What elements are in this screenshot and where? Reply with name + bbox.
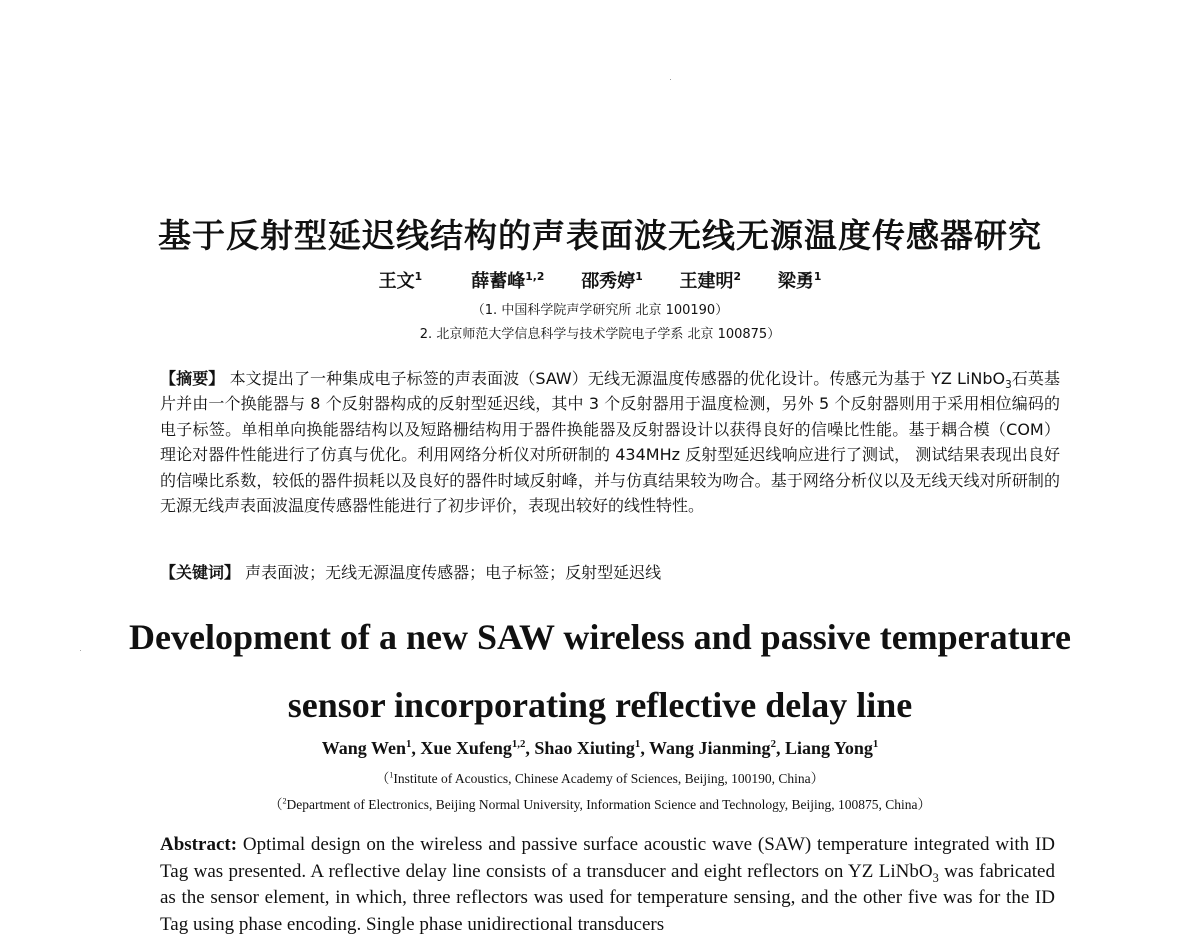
chinese-affiliation-1: （1. 中国科学院声学研究所 北京 100190）: [471, 303, 729, 318]
author-name: 邵秀婷: [581, 271, 636, 292]
english-title-line-1: Development of a new SAW wireless and passive temperature: [129, 617, 1071, 657]
chinese-keywords: [160, 560, 1060, 583]
author-affiliation-mark: 1: [635, 270, 643, 283]
author-name: 薛蓄峰: [471, 271, 526, 292]
english-abstract-text: was fabricated as the sensor element, in which, three reflectors was used for temperature sensing, and the other five was for the ID Tag using phase encoding. Single phase unidirectional transducers: [160, 860, 1055, 935]
english-title-line-2: sensor incorporating reflective delay line: [287, 685, 913, 725]
chinese-keywords-label: 【关键词】: [160, 563, 241, 582]
author-name: Xue Xufeng: [420, 738, 512, 758]
affiliation-text: Department of Electronics, Beijing Normal University, Information Science and Technology, Beijing, 100875, China）: [286, 797, 932, 812]
scan-speck: [670, 79, 671, 80]
author-separator: ,: [640, 738, 650, 758]
affiliation-mark: 1: [389, 770, 394, 780]
english-affiliation-1: [0, 767, 1200, 787]
author-affiliation-mark: 1: [414, 270, 423, 283]
author-name: Liang Yong: [784, 738, 873, 758]
english-authors: [0, 738, 1200, 759]
chinese-affiliation-2: 2. 北京师范大学信息科学与技术学院电子学系 北京 100875）: [419, 327, 781, 342]
author-affiliation-mark: 1: [813, 270, 822, 283]
chinese-abstract-text: 石英基片并由一个换能器与 8 个反射器构成的反射型延迟线，其中 3 个反射器用于温度检测，另外 5 个反射器则用于采用相位编码的电子标签。单相单向换能器结构以及短路栅结构用于器件换能器及反射器设计以获得良好的信噪比性能。基于耦合模（COM）理论对器件性能进行了仿真与优化。利用网络分析仪对所研制的 434MHz 反射型延迟线响应进行了测试， 测试结果表现出良好的信噪比系数，较低的器件损耗以及良好的器件时域反射峰，并与仿真结果较为吻合。基于网络分析仪以及无线天线对所研制的无源无线声表面波温度传感器性能进行了初步评价，表现出较好的线性特性。: [160, 369, 1060, 516]
author-affiliation-mark: 1: [634, 738, 641, 750]
chinese-keywords-text: 声表面波；无线无源温度传感器；电子标签；反射型延迟线: [240, 563, 662, 582]
english-affiliation-2: [0, 793, 1200, 813]
chinese-abstract-label: 【摘要】: [160, 369, 225, 388]
author-separator: ,: [525, 738, 535, 758]
author-affiliation-mark: 1: [405, 738, 412, 750]
author-affiliation-mark: 1: [872, 738, 879, 750]
author-affiliation-mark: 2: [770, 738, 776, 750]
chinese-authors: [0, 267, 1200, 293]
english-abstract-text: Optimal design on the wireless and passive surface acoustic wave (SAW) temperature integrated with ID Tag was presented. A reflective delay line consists of a transducer and eight reflectors on YZ LiNbO: [160, 834, 1055, 882]
author-name: Shao Xiuting: [534, 738, 635, 758]
author-name: 王文: [378, 271, 415, 292]
affiliation-bracket: （: [375, 771, 390, 786]
author-name: 王建明: [679, 271, 734, 292]
chemical-subscript: 3: [1005, 379, 1012, 392]
affiliation-bracket: （: [268, 797, 283, 812]
author-separator: ,: [775, 738, 785, 758]
author-name: Wang Jianming: [649, 738, 771, 758]
chinese-abstract: [160, 366, 1060, 518]
author-affiliation-mark: 1,2: [511, 738, 526, 750]
author-affiliation-mark: 1,2: [525, 270, 545, 283]
english-abstract: [160, 832, 1055, 938]
affiliation-text: Institute of Acoustics, Chinese Academy of Sciences, Beijing, 100190, China）: [393, 771, 825, 786]
author-separator: ,: [411, 738, 421, 758]
chinese-title: 基于反射型延迟线结构的声表面波无线无源温度传感器研究: [158, 216, 1042, 255]
author-affiliation-mark: 2: [733, 270, 742, 283]
author-name: Wang Wen: [321, 738, 406, 758]
affiliation-mark: 2: [282, 796, 287, 806]
author-name: 梁勇: [777, 271, 814, 292]
chinese-abstract-text: 本文提出了一种集成电子标签的声表面波（SAW）无线无源温度传感器的优化设计。传感元为基于 YZ LiNbO: [224, 369, 1006, 388]
english-abstract-label: Abstract:: [160, 834, 238, 855]
chemical-subscript: 3: [932, 870, 939, 885]
